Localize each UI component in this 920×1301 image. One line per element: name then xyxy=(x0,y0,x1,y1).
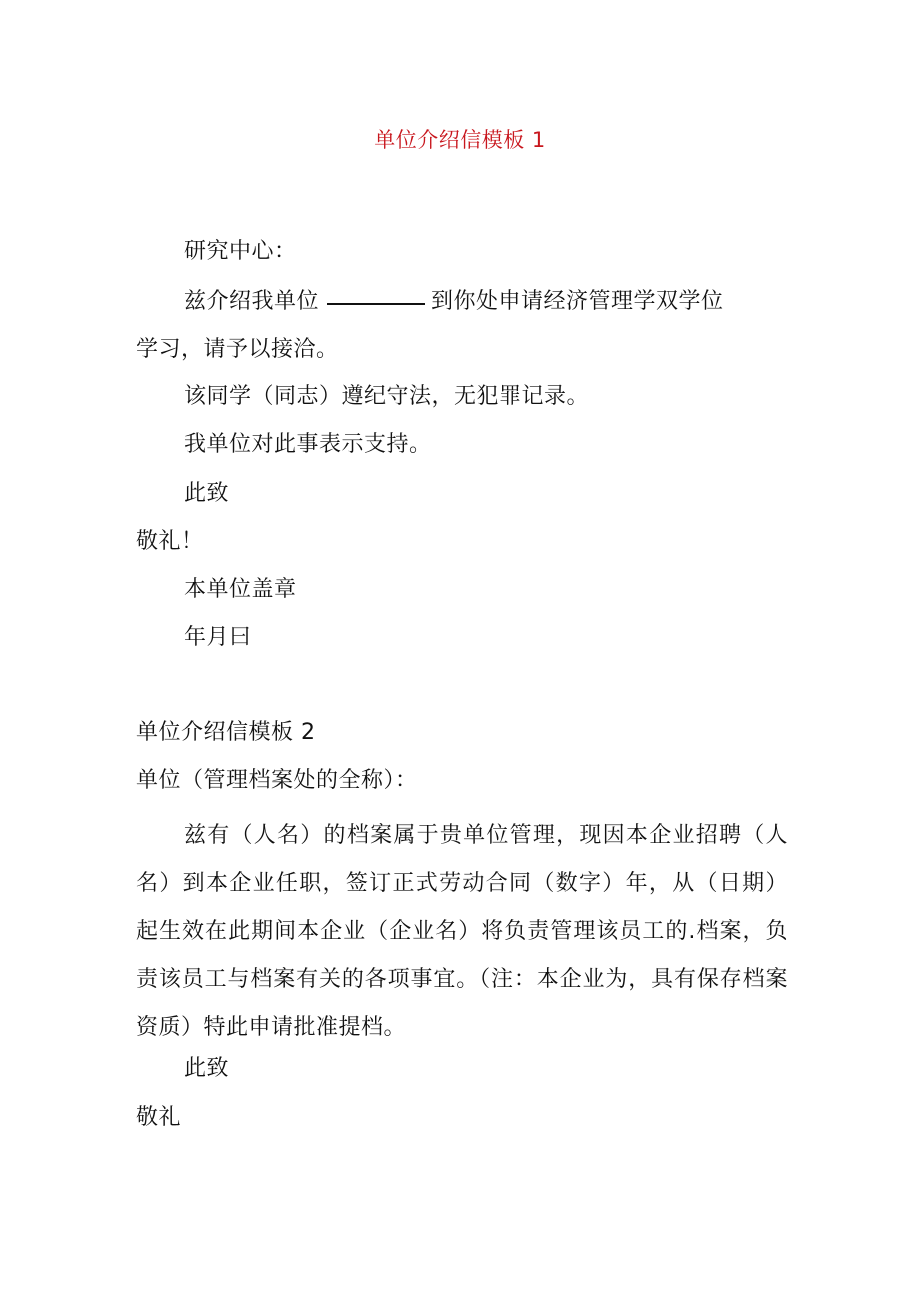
letter2-salutation: 单位（管理档案处的全称）： xyxy=(136,768,418,793)
letter1-salutation: 研究中心： xyxy=(184,239,297,264)
letter2-closing1: 此致 xyxy=(184,1056,230,1081)
letter1-date: 年月曰 xyxy=(184,625,252,650)
letter2-body: 兹有（人名）的档案属于贵单位管理，现因本企业招聘（人名）到本企业任职，签订正式劳动合同（数字）年，从（日期）起生效在此期间本企业（企业名）将负责管理该员工的.档案，负责该员工与档案有关的各项事宜。（注：本企业为，具有保存档案资质）特此申请批准提档。 xyxy=(136,823,788,1040)
letter1-seal: 本单位盖章 xyxy=(184,577,297,602)
letter1-body-line1-before: 兹介绍我单位 xyxy=(184,289,320,314)
letter1-body-line1-after: 到你处申请经济管理学双学位 xyxy=(431,289,724,314)
letter1-line4: 我单位对此事表示支持。 xyxy=(184,432,432,457)
fill-in-blank xyxy=(327,303,425,305)
letter1-closing2: 敬礼！ xyxy=(136,529,204,554)
document-title: 单位介绍信模板 1 xyxy=(374,128,546,152)
letter1-line3: 该同学（同志）遵纪守法，无犯罪记录。 xyxy=(184,384,590,409)
letter1-closing1: 此致 xyxy=(184,481,230,506)
letter1-body-line1 xyxy=(184,285,724,319)
letter2-closing2: 敬礼 xyxy=(136,1105,182,1130)
letter1-body-line2: 学习，请予以接洽。 xyxy=(136,337,339,362)
letter2-heading: 单位介绍信模板 2 xyxy=(136,720,316,745)
